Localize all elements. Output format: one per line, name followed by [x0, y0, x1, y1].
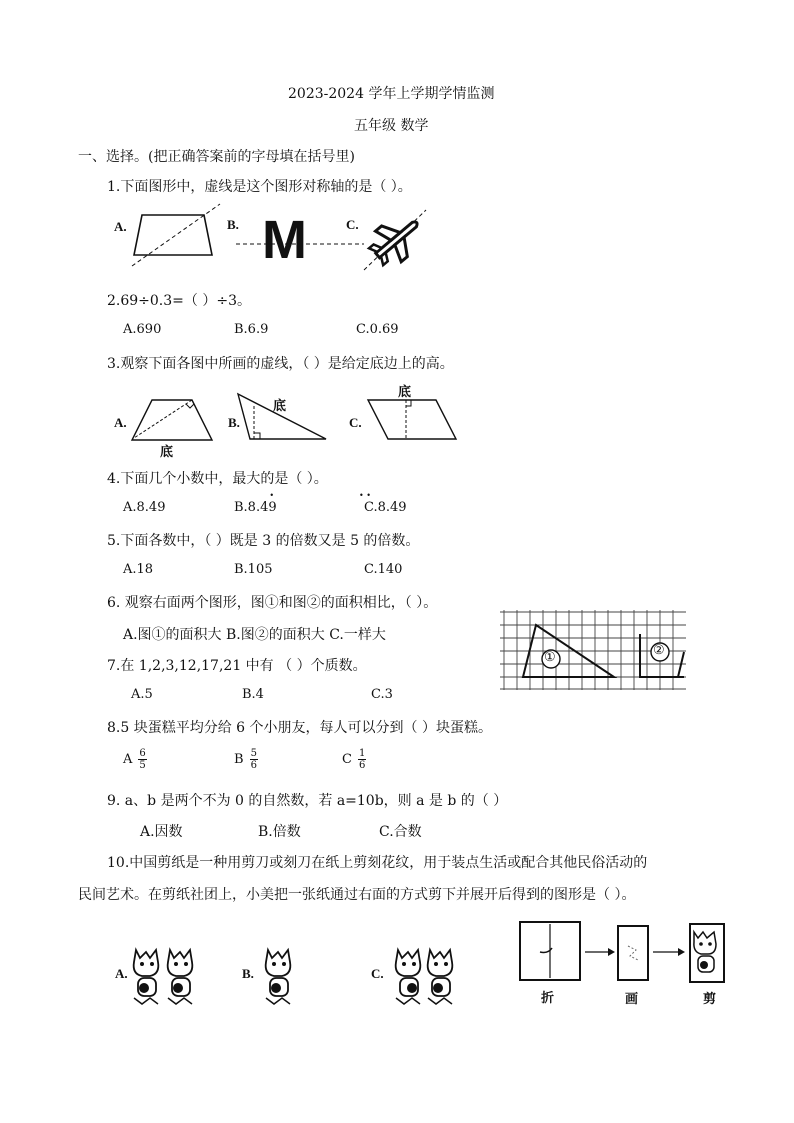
q8-option-c: C $\frac{1}{6}$	[342, 748, 366, 771]
q2-option-b: B.6.9	[234, 322, 269, 337]
q2-option-c: C.0.69	[356, 322, 399, 337]
q6-shape-2-label: ②	[653, 643, 665, 658]
q7-option-c: C.3	[371, 687, 393, 702]
q5-option-a: A.18	[123, 562, 154, 577]
q9-option-a: A.因数	[140, 824, 183, 840]
question-1: 1.下面图形中，虚线是这个图形对称轴的是（ ）。	[107, 179, 412, 195]
q10-step-fold: 折	[541, 991, 555, 1006]
q1-option-a: A.	[114, 219, 127, 234]
q10-option-c-papercut-icon	[390, 944, 470, 1008]
q5-option-c: C.140	[364, 562, 403, 577]
question-2: 2.69÷0.3=（ ）÷3。	[107, 293, 251, 309]
q1-option-c: C.	[346, 217, 359, 232]
exam-title: 2023-2024 学年上学期学情监测	[288, 86, 495, 102]
q10-step-cut: 剪	[703, 992, 717, 1007]
question-4: 4.下面几个小数中，最大的是（ ）。	[107, 471, 328, 487]
question-10-line-1: 10.中国剪纸是一种用剪刀或刻刀在纸上剪刻花纹，用于装点生活或配合其他民俗活动的	[107, 855, 648, 871]
question-5: 5.下面各数中，（ ）既是 3 的倍数又是 5 的倍数。	[107, 533, 420, 549]
q4-option-a: A.8.49	[123, 500, 166, 515]
question-10-line-2: 民间艺术。在剪纸社团上，小美把一张纸通过右面的方式剪下并展开后得到的图形是（ ）。	[78, 887, 636, 903]
q7-option-a: A.5	[131, 687, 153, 702]
airplane-icon	[360, 208, 430, 274]
section-heading: 一、选择。(把正确答案前的字母填在括号里)	[78, 149, 355, 165]
q1-m-letter: M	[262, 210, 307, 270]
q10-option-a-papercut-icon	[128, 944, 208, 1008]
question-6: 6. 观察右面两个图形，图①和图②的面积相比，（ ）。	[107, 595, 438, 611]
exam-subtitle: 五年级 数学	[354, 118, 429, 134]
q6-shape-1-label: ①	[544, 650, 556, 665]
q10-step-draw: 画	[625, 992, 639, 1007]
q6-options: A.图①的面积大 B.图②的面积大 C.一样大	[123, 627, 386, 643]
q3-base-label-b: 底	[273, 399, 287, 414]
question-8: 8.5 块蛋糕平均分给 6 个小朋友，每人可以分到（ ）块蛋糕。	[107, 720, 492, 736]
q1-parallelogram-figure	[128, 208, 228, 268]
q8-option-a: A $\frac{6}{5}$	[123, 748, 146, 771]
q10-option-c: C.	[371, 966, 384, 981]
q9-option-b: B.倍数	[258, 824, 301, 840]
q3-option-a: A.	[114, 415, 127, 430]
q1-option-b: B.	[227, 217, 239, 232]
q4-option-c: C.8.49 • •	[364, 500, 407, 515]
q10-option-b: B.	[242, 966, 254, 981]
q5-option-b: B.105	[234, 562, 273, 577]
q4-option-b: B.8.49 •	[234, 500, 277, 515]
q2-option-a: A.690	[123, 322, 162, 337]
q8-option-b: B $\frac{5}{6}$	[234, 748, 257, 771]
q9-option-c: C.合数	[379, 824, 422, 840]
q10-option-b-papercut-icon	[262, 944, 302, 1008]
q3-parallelogram-figure	[364, 398, 460, 442]
question-7: 7.在 1,2,3,12,17,21 中有 （ ）个质数。	[107, 658, 367, 674]
q3-trapezoid-figure	[130, 398, 220, 442]
q7-option-b: B.4	[242, 687, 264, 702]
question-3: 3.观察下面各图中所画的虚线，（ ）是给定底边上的高。	[107, 356, 454, 372]
q3-option-c: C.	[349, 415, 362, 430]
q3-base-label-c: 底	[398, 385, 412, 400]
question-9: 9. a、b 是两个不为 0 的自然数，若 a=10b，则 a 是 b 的（ ）	[107, 793, 508, 809]
q3-base-label-a: 底	[160, 445, 174, 460]
q10-option-a: A.	[115, 966, 128, 981]
q3-option-b: B.	[228, 415, 240, 430]
q10-process-diagram	[518, 920, 730, 984]
